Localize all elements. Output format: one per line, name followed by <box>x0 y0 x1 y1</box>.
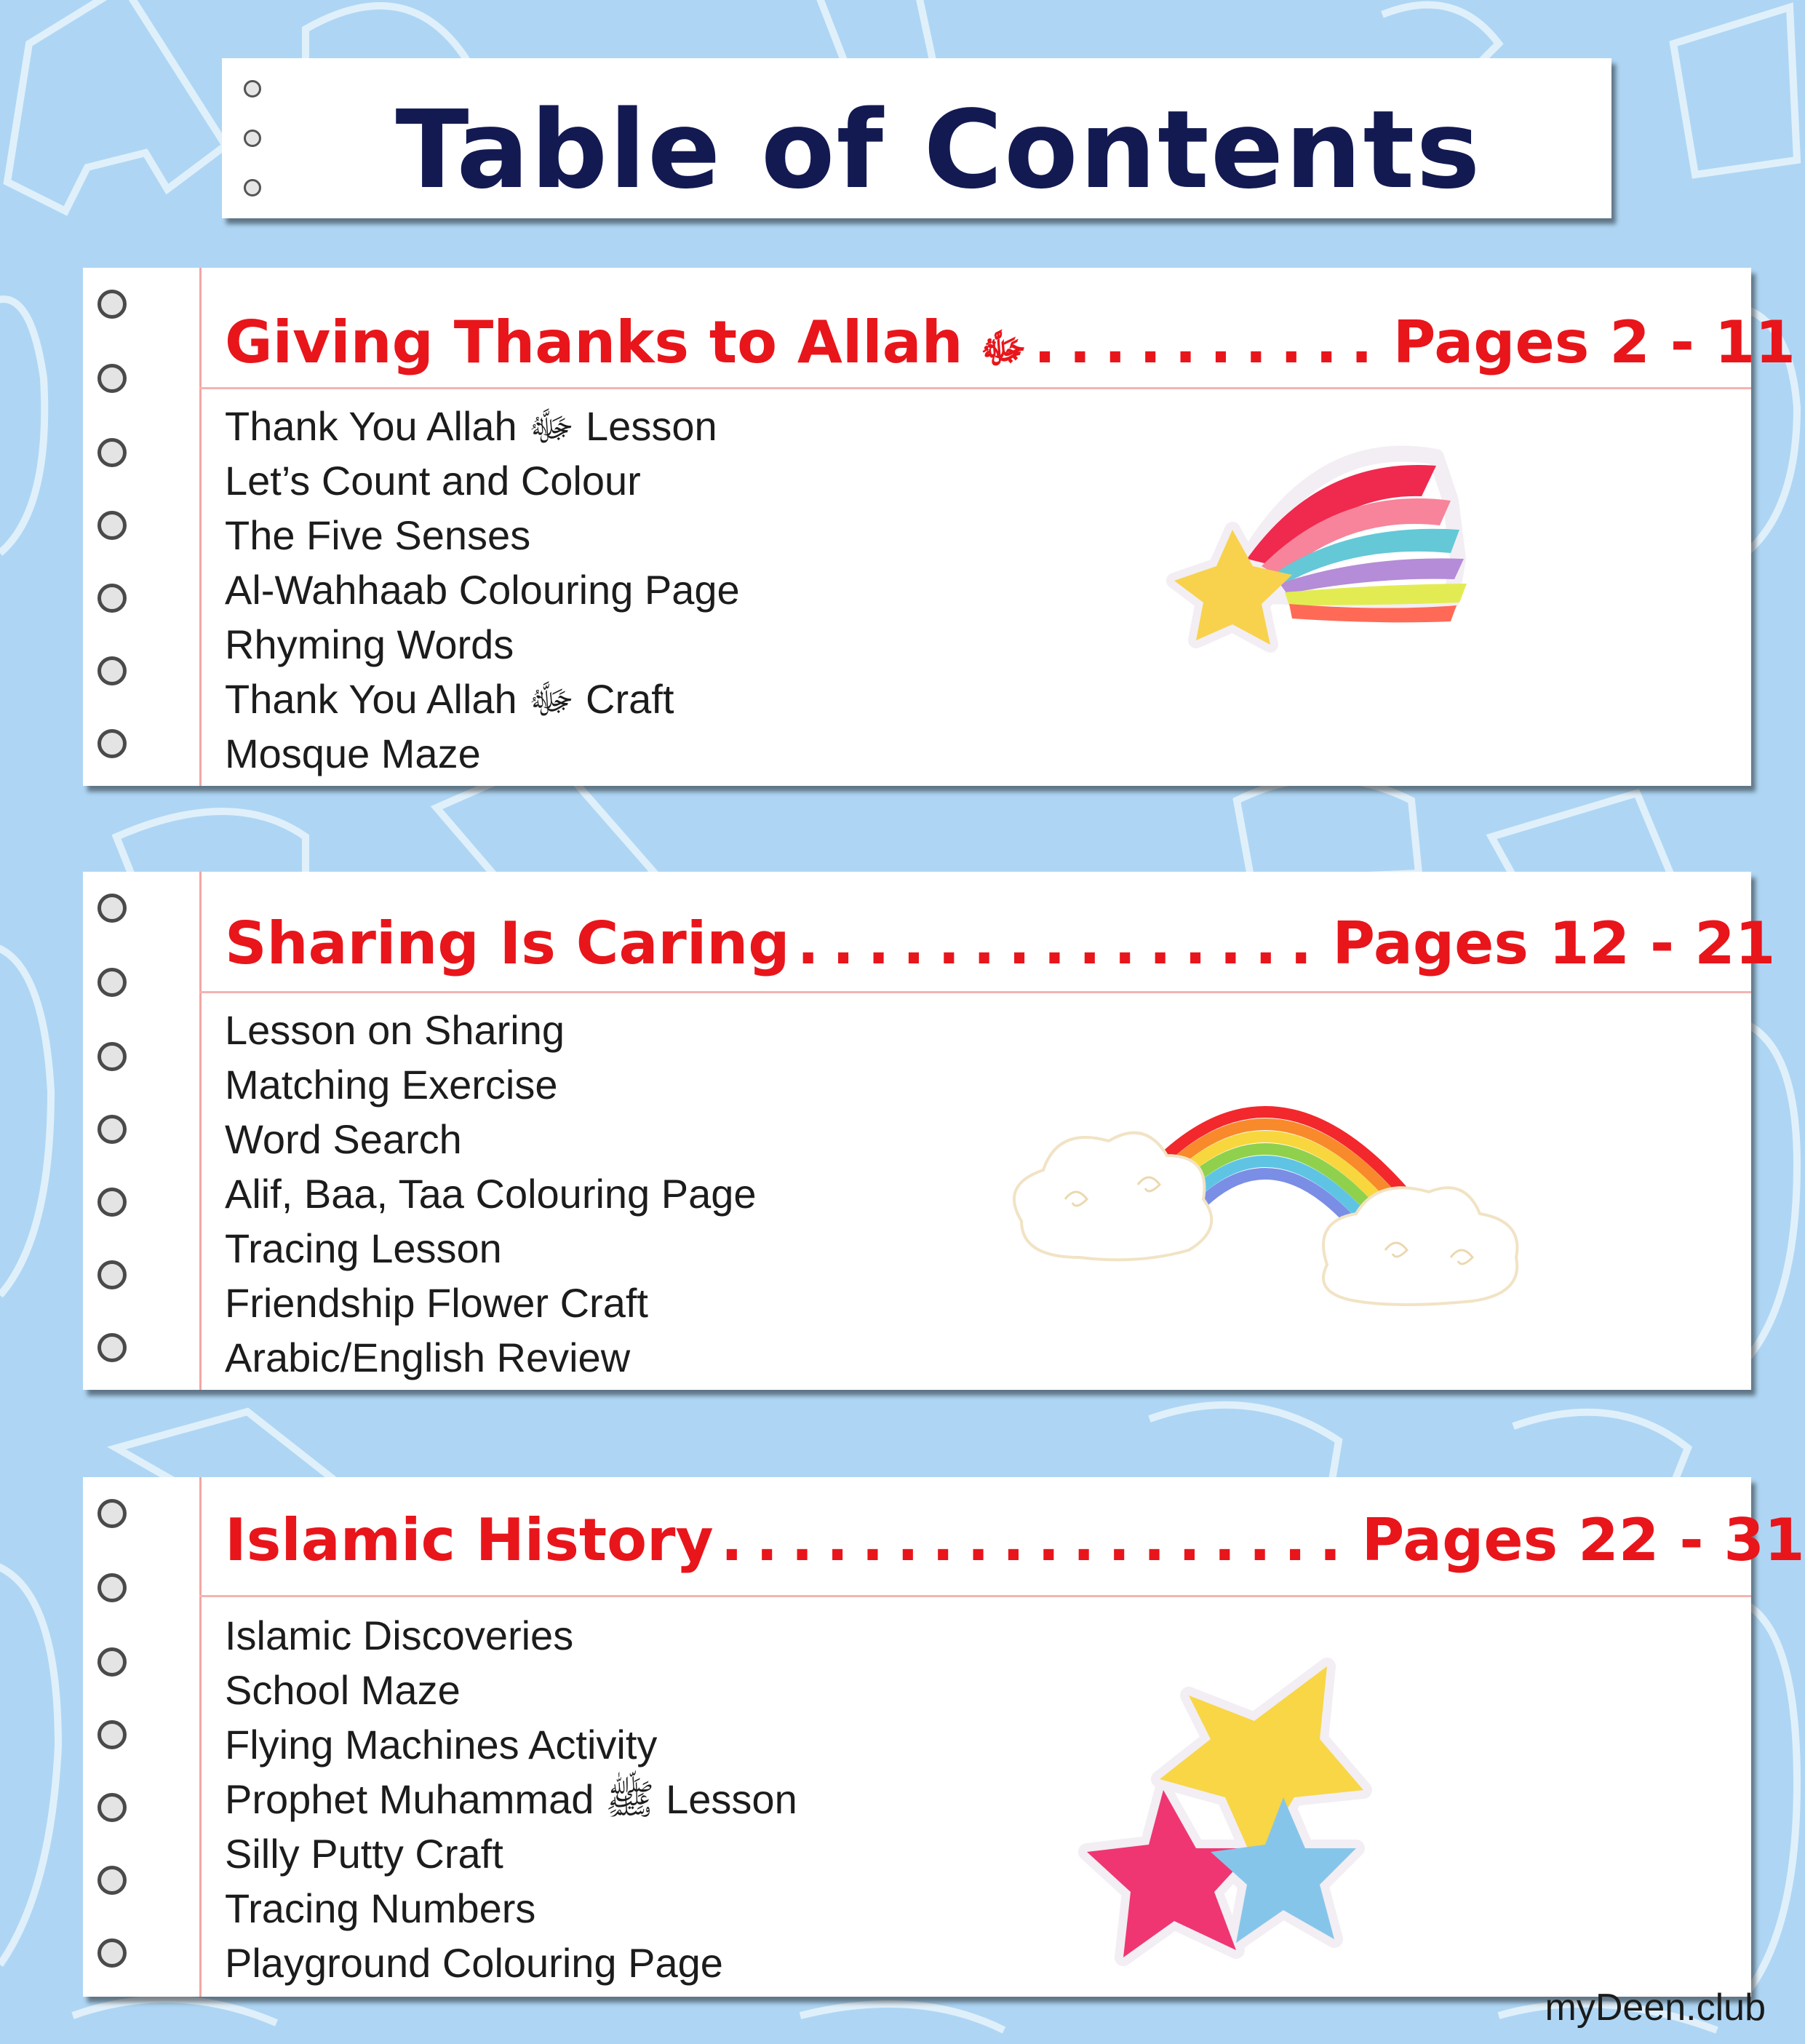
list-item: Thank You Allah ﷻ Lesson <box>225 403 717 449</box>
list-item: Thank You Allah ﷻ Craft <box>225 676 674 722</box>
section-title: Islamic History <box>225 1506 714 1574</box>
page-range: Pages 2 - 11 <box>1392 309 1796 376</box>
list-item: Matching Exercise <box>225 1062 558 1108</box>
binder-hole <box>97 1938 127 1968</box>
title-card <box>222 58 1611 218</box>
section-card-sharing-is-caring <box>83 872 1776 1390</box>
list-item: Mosque Maze <box>225 731 481 776</box>
list-item: The Five Senses <box>225 512 531 558</box>
list-item: Alif, Baa, Taa Colouring Page <box>225 1171 757 1217</box>
binder-hole <box>97 1115 127 1144</box>
list-item: Friendship Flower Craft <box>225 1280 648 1326</box>
page-title: Table of Contents <box>395 87 1482 212</box>
dot-leader: .......... <box>1033 309 1386 376</box>
binder-hole <box>97 438 127 467</box>
binder-hole <box>97 1499 127 1528</box>
binder-hole <box>97 1793 127 1822</box>
list-item: Al-Wahhaab Colouring Page <box>225 567 740 613</box>
binder-hole <box>97 364 127 393</box>
section-card-islamic-history <box>83 1477 1805 1997</box>
list-item: Prophet Muhammad ﷺ Lesson <box>225 1776 797 1822</box>
binder-hole <box>97 1573 127 1602</box>
binder-hole <box>97 968 127 997</box>
section-card-giving-thanks <box>83 268 1796 786</box>
three-stars-illustration <box>1087 1652 1494 1972</box>
section-title: Sharing Is Caring <box>225 910 790 977</box>
heading-rule <box>199 1595 1751 1597</box>
page-range: Pages 22 - 31 <box>1361 1506 1805 1574</box>
item-list <box>225 1608 797 1990</box>
page-range: Pages 12 - 21 <box>1332 910 1776 977</box>
dot-leader: ............... <box>797 910 1326 977</box>
heading-rule <box>199 991 1751 993</box>
section-title: Giving Thanks to Allah <box>225 309 963 376</box>
honorific-glyph: ﷻ <box>980 325 1027 373</box>
shooting-star-rainbow-illustration <box>1131 450 1567 668</box>
binder-hole <box>97 729 127 758</box>
binder-hole <box>97 1260 127 1289</box>
list-item: Playground Colouring Page <box>225 1940 723 1986</box>
section-heading <box>225 1506 1805 1574</box>
list-item: Arabic/English Review <box>225 1335 631 1380</box>
binder-hole <box>97 1042 127 1071</box>
binder-hole <box>97 656 127 685</box>
item-list <box>225 1003 757 1385</box>
binder-hole <box>97 1720 127 1749</box>
section-heading <box>225 910 1776 977</box>
list-item: Rhyming Words <box>225 621 514 667</box>
binder-hole <box>97 1647 127 1677</box>
binder-hole <box>97 584 127 613</box>
list-item: Tracing Numbers <box>225 1885 536 1931</box>
dot-leader: .................. <box>720 1506 1355 1574</box>
list-item: Lesson on Sharing <box>225 1007 565 1053</box>
section-heading <box>225 309 1796 383</box>
binder-hole <box>97 1188 127 1217</box>
binder-hole <box>97 511 127 540</box>
binder-hole <box>97 894 127 923</box>
list-item: Flying Machines Activity <box>225 1722 658 1767</box>
heading-rule <box>199 387 1751 389</box>
list-item: Tracing Lesson <box>225 1225 502 1271</box>
item-list <box>225 399 740 781</box>
footer-website: myDeen.club <box>1545 1987 1766 2029</box>
list-item: Let’s Count and Colour <box>225 458 641 504</box>
margin-line <box>199 1477 202 1997</box>
binder-hole <box>97 1333 127 1362</box>
rainbow-with-clouds-illustration <box>992 1039 1560 1330</box>
binder-hole <box>97 1866 127 1895</box>
margin-line <box>199 872 202 1390</box>
list-item: Islamic Discoveries <box>225 1612 574 1658</box>
margin-line <box>199 268 202 786</box>
list-item: Word Search <box>225 1116 462 1162</box>
list-item: Silly Putty Craft <box>225 1831 503 1877</box>
list-item: School Maze <box>225 1667 461 1713</box>
binder-hole <box>97 290 127 319</box>
